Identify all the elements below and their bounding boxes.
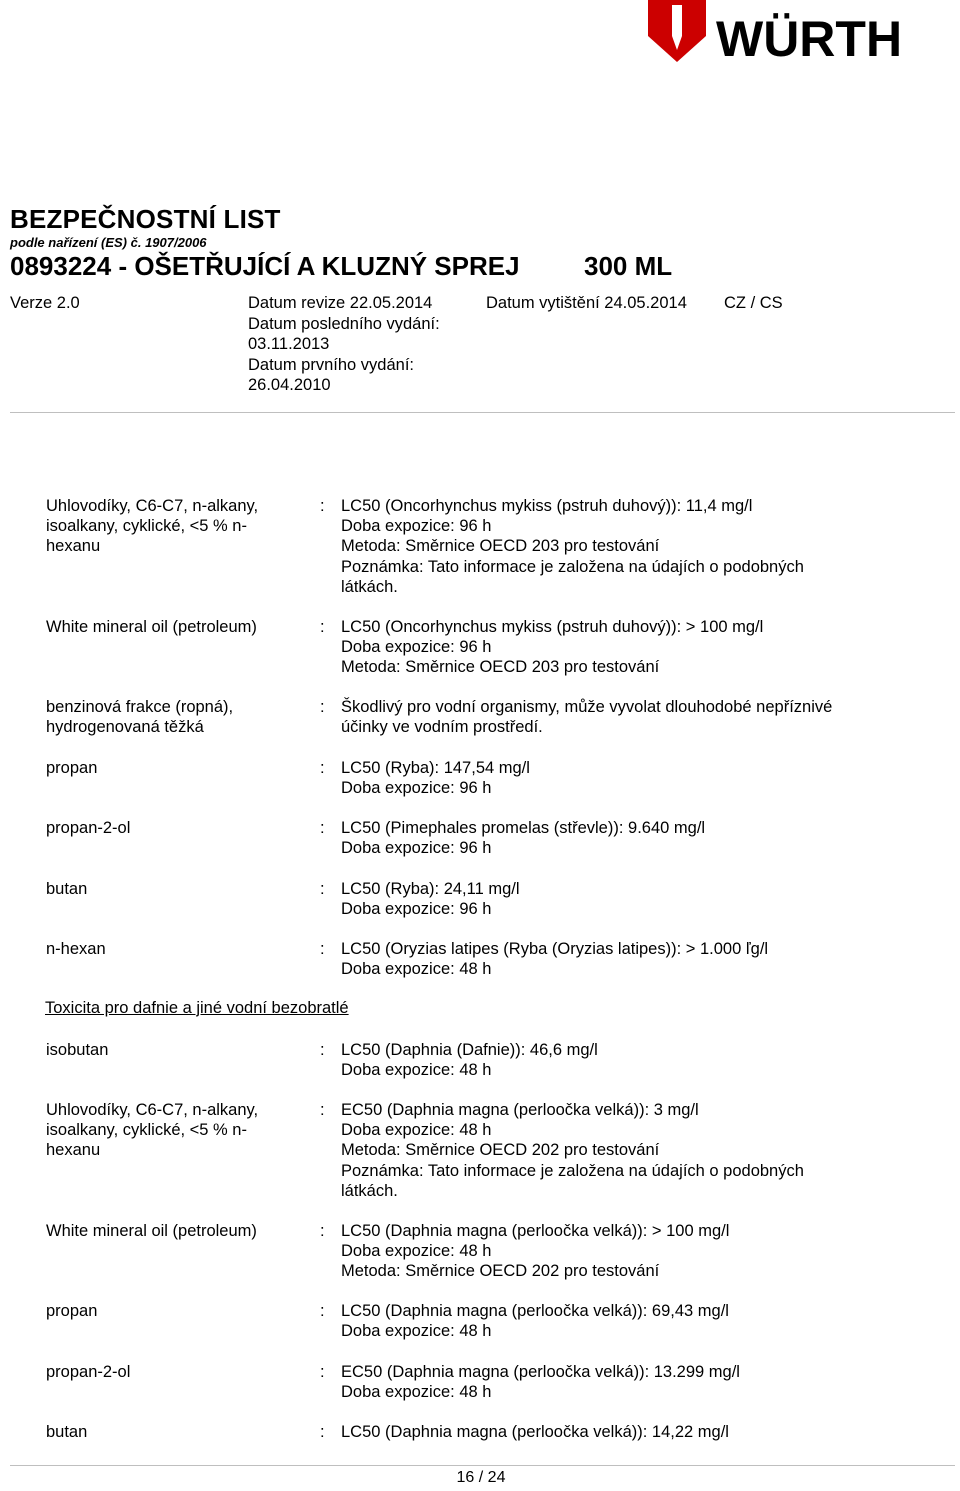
separator-colon: : [320,1302,325,1320]
substance-name: propan [46,759,98,777]
substance-name: isobutan [46,1041,109,1059]
last-issue-date: 03.11.2013 [248,335,330,353]
substance-name: White mineral oil (petroleum) [46,1222,257,1240]
toxicity-value: LC50 (Daphnia magna (perloočka velká)): 14,22 mg/l [341,1423,729,1441]
substance-name: Uhlovodíky, C6-C7, n-alkany, isoalkany, cyklické, <5 % n- hexanu [46,497,259,556]
toxicity-value: LC50 (Oncorhynchus mykiss (pstruh duhový)): 11,4 mg/l Doba expozice: 96 h Metoda: Směrnice OECD 203 pro testování Poznámka: Tato informace je založena na údajích o podobných látkách. [341,497,804,596]
footer-divider [10,1465,955,1466]
toxicity-value: EC50 (Daphnia magna (perloočka velká)): 3 mg/l Doba expozice: 48 h Metoda: Směrnice OECD 202 pro testování Poznámka: Tato informace je založena na údajích o podobných látkách. [341,1101,804,1200]
daphnia-toxicity-heading: Toxicita pro dafnie a jiné vodní bezobratlé [45,999,349,1017]
separator-colon: : [320,497,325,515]
toxicity-value: LC50 (Daphnia magna (perloočka velká)): 69,43 mg/l Doba expozice: 48 h [341,1302,729,1341]
wurth-logo-wordmark: WÜRTH [716,11,903,66]
product-size: 300 ML [584,251,673,281]
revision-date: Datum revize 22.05.2014 [248,294,433,312]
wurth-logo [648,0,960,66]
substance-name: n-hexan [46,940,106,958]
language-code: CZ / CS [724,294,783,312]
toxicity-value: LC50 (Oryzias latipes (Ryba (Oryzias latipes)): > 1.000 ľg/l Doba expozice: 48 h [341,940,769,979]
substance-name: propan-2-ol [46,1363,131,1381]
substance-name: butan [46,1423,88,1441]
regulation-reference: podle nařízení (ES) č. 1907/2006 [10,235,207,250]
separator-colon: : [320,698,325,716]
separator-colon: : [320,618,325,636]
toxicity-value: EC50 (Daphnia magna (perloočka velká)): 13.299 mg/l Doba expozice: 48 h [341,1363,740,1402]
document-title: BEZPEČNOSTNÍ LIST [10,204,281,234]
separator-colon: : [320,1423,325,1441]
print-date: Datum vytištění 24.05.2014 [486,294,687,312]
toxicity-value: LC50 (Daphnia magna (perloočka velká)): > 100 mg/l Doba expozice: 48 h Metoda: Směrnice OECD 202 pro testování [341,1222,730,1281]
separator-colon: : [320,880,325,898]
last-issue-label: Datum posledního vydání: [248,314,440,333]
separator-colon: : [320,1363,325,1381]
substance-name: benzinová frakce (ropná), hydrogenovaná těžká [46,698,234,737]
product-code-name: 0893224 - OŠETŘUJÍCÍ A KLUZNÝ SPREJ [10,251,520,281]
wurth-logo-mark [648,0,706,62]
separator-colon: : [320,819,325,837]
separator-colon: : [320,940,325,958]
separator-colon: : [320,1041,325,1059]
substance-name: propan-2-ol [46,819,131,837]
substance-name: White mineral oil (petroleum) [46,618,257,636]
first-issue-date: 26.04.2010 [248,376,331,394]
toxicity-value: LC50 (Oncorhynchus mykiss (pstruh duhový)): > 100 mg/l Doba expozice: 96 h Metoda: Směrnice OECD 203 pro testování [341,618,764,677]
toxicity-value: Škodlivý pro vodní organismy, může vyvolat dlouhodobé nepříznivé účinky ve vodním prostředí. [341,698,833,737]
version: Verze 2.0 [10,294,80,312]
toxicity-value: LC50 (Daphnia (Dafnie)): 46,6 mg/l Doba expozice: 48 h [341,1041,598,1080]
separator-colon: : [320,1101,325,1119]
product-name [10,251,673,282]
substance-name: propan [46,1302,98,1320]
toxicity-value: LC50 (Ryba): 24,11 mg/l Doba expozice: 96 h [341,880,520,919]
separator-colon: : [320,1222,325,1240]
substance-name: butan [46,880,88,898]
toxicity-value: LC50 (Ryba): 147,54 mg/l Doba expozice: 96 h [341,759,530,798]
first-issue-label: Datum prvního vydání: [248,355,414,374]
toxicity-value: LC50 (Pimephales promelas (střevle)): 9.640 mg/l Doba expozice: 96 h [341,819,706,858]
substance-name: Uhlovodíky, C6-C7, n-alkany, isoalkany, cyklické, <5 % n- hexanu [46,1101,259,1160]
separator-colon: : [320,759,325,777]
header-divider [10,412,955,413]
page-number: 16 / 24 [456,1469,506,1486]
issue-dates [248,293,440,396]
